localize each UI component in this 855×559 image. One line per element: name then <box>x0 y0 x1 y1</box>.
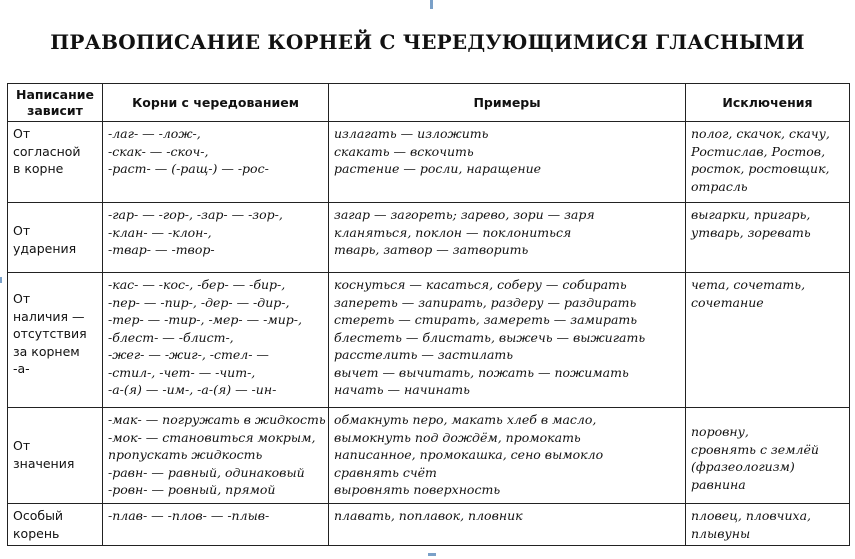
rules-table <box>7 83 850 546</box>
table-row <box>8 273 850 408</box>
row-exceptions: пловец, пловчиха, плывуны <box>686 504 850 546</box>
row-examples: обмакнуть перо, макать хлеб в масло, вымокнуть под дождём, промокать написанное, промокашка, сено вымокло сравнять счёт выровнять поверхность <box>329 408 686 504</box>
row-roots: -кас- — -кос-, -бер- — -бир-, -пер- — -пир-, -дер- — -дир-, -тер- — -тир-, -мер- — -мир-, -блест- — -блист-, -жег- — -жиг-, -стел- — -стил-, -чет- — -чит-, -а-(я) — -им-, -а-(я) — -ин- <box>103 273 329 408</box>
table-header-row <box>8 84 850 122</box>
row-category: От наличия — отсутствия за корнем -а- <box>8 273 103 408</box>
row-examples: загар — загореть; зарево, зори — заря кланяться, поклон — поклониться тварь, затвор — затворить <box>329 203 686 273</box>
header-depends: Написание зависит <box>8 84 103 122</box>
row-roots: -лаг- — -лож-, -скак- — -скоч-, -раст- — (-ращ-) — -рос- <box>103 122 329 203</box>
table-row <box>8 203 850 273</box>
row-examples: коснуться — касаться, соберу — собирать запереть — запирать, раздеру — раздирать стереть — стирать, замереть — замирать блестеть — блистать, выжечь — выжигать расстелить — застилать вычет — вычитать, пожать — пожимать начать — начинать <box>329 273 686 408</box>
row-roots: -плав- — -плов- — -плыв- <box>103 504 329 546</box>
row-category: От согласной в корне <box>8 122 103 203</box>
row-exceptions: поровну, сровнять с землёй (фразеологизм) равнина <box>686 408 850 504</box>
row-examples: излагать — изложить скакать — вскочить растение — росли, наращение <box>329 122 686 203</box>
row-category: От значения <box>8 408 103 504</box>
row-roots: -мак- — погружать в жидкость -мок- — становиться мокрым, пропускать жидкость -равн- — равный, одинаковый -ровн- — ровный, прямой <box>103 408 329 504</box>
row-exceptions: чета, сочетать, сочетание <box>686 273 850 408</box>
table-row <box>8 408 850 504</box>
table-row <box>8 504 850 546</box>
row-exceptions: полог, скачок, скачу, Ростислав, Ростов, росток, ростовщик, отрасль <box>686 122 850 203</box>
scan-mark-top <box>430 0 433 9</box>
row-exceptions: выгарки, пригарь, утварь, зоревать <box>686 203 850 273</box>
header-roots: Корни с чередованием <box>103 84 329 122</box>
row-examples: плавать, поплавок, пловник <box>329 504 686 546</box>
row-roots: -гар- — -гор-, -зар- — -зор-, -клан- — -клон-, -твар- — -твор- <box>103 203 329 273</box>
header-examples: Примеры <box>329 84 686 122</box>
row-category: От ударения <box>8 203 103 273</box>
scan-mark-bottom <box>428 553 436 556</box>
row-category: Особый корень <box>8 504 103 546</box>
scan-mark-left <box>0 277 2 283</box>
header-exceptions: Исключения <box>686 84 850 122</box>
page-title: ПРАВОПИСАНИЕ КОРНЕЙ С ЧЕРЕДУЮЩИМИСЯ ГЛАСНЫМИ <box>50 30 805 54</box>
table-row <box>8 122 850 203</box>
